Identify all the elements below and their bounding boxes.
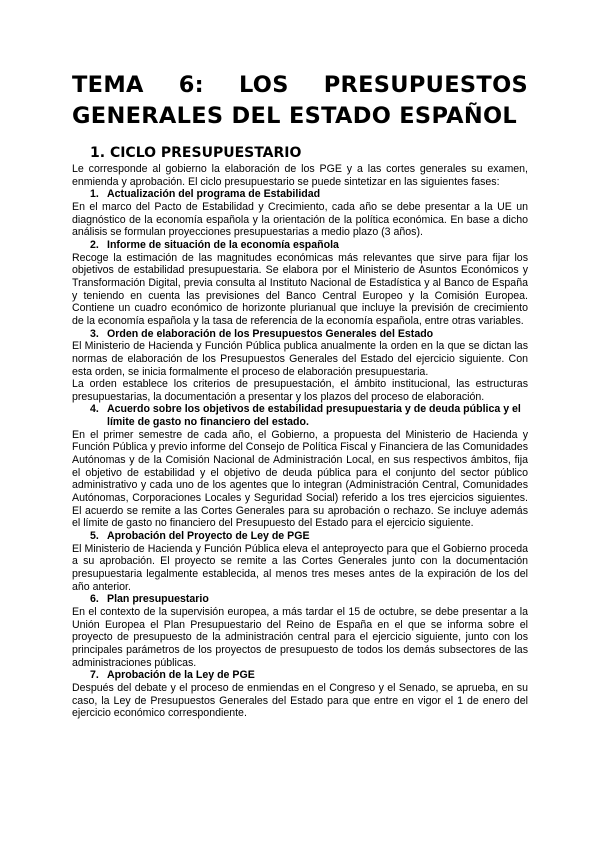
- phase-heading: [72, 328, 528, 341]
- phase-paragraph: La orden establece los criterios de presupuestación, el ámbito institucional, las estructuras presupuestarias, la documentación a presentar y los plazos del proceso de elaboración.: [72, 378, 528, 403]
- document-title: TEMA 6: LOS PRESUPUESTOS GENERALES DEL ESTADO ESPAÑOL: [72, 72, 528, 129]
- phase-heading: [72, 403, 528, 428]
- phase-number: 2.: [90, 238, 99, 251]
- phase-paragraph: En el primer semestre de cada año, el Gobierno, a propuesta del Ministerio de Hacienda y Función Pública y previo informe del Consejo de Política Fiscal y Financiera de las Comunidades Autónomas y de la Comisión Nacional de Administración Local, en sus respectivos ámbitos, fija el objetivo de estabilidad y el objetivo de deuda pública para el conjunto del sector público administrativo y cada uno de los agentes que lo integran (Administración Central, Comunidades Autónomas, Corporaciones Locales y Seguridad Social) referido a los tres ejercicios siguientes. El acuerdo se remite a las Cortes Generales para su aprobación o rechazo. Se incluye además el límite de gasto no financiero del Presupuesto del Estado para el ejercicio siguiente.: [72, 428, 528, 530]
- phase-number: 4.: [90, 403, 99, 416]
- phase-title: Actualización del programa de Estabilidad: [107, 188, 321, 201]
- phase-heading: [72, 188, 528, 201]
- phase-paragraph: El Ministerio de Hacienda y Función Pública publica anualmente la orden en la que se dictan las normas de elaboración de los Presupuestos Generales del Estado del ejercicio siguiente. Con esta orden, se inicia formalmente el proceso de elaboración presupuestaria.: [72, 340, 528, 378]
- phase-title: Plan presupuestario: [107, 593, 209, 606]
- phase-paragraph: El Ministerio de Hacienda y Función Pública eleva el anteproyecto para que el Gobierno proceda a su aprobación. El proyecto se remite a las Cortes Generales junto con la documentación presupuestaria legalmente establecida, al menos tres meses antes de la expiración de los del año anterior.: [72, 542, 528, 593]
- phase-title: Aprobación del Proyecto de Ley de PGE: [107, 530, 310, 543]
- phase-paragraph: En el marco del Pacto de Estabilidad y Crecimiento, cada año se debe presentar a la UE un diagnóstico de la economía española y la orientación de la política económica. En base a dicho análisis se formulan proyecciones presupuestarias a medio plazo (3 años).: [72, 200, 528, 239]
- section-heading: [90, 145, 528, 161]
- phase-number: 5.: [90, 530, 99, 543]
- phase-title: Aprobación de la Ley de PGE: [107, 669, 255, 682]
- phase-heading: [72, 593, 528, 606]
- phase-title: Orden de elaboración de los Presupuestos Generales del Estado: [107, 327, 434, 340]
- phase-heading: [72, 669, 528, 682]
- document-body: [72, 145, 528, 720]
- phase-paragraph: En el contexto de la supervisión europea, a más tardar el 15 de octubre, se debe presentar a la Unión Europea el Plan Presupuestario del Reino de España en el que se informa sobre el proyecto de presupuesto de la administración central para el ejercicio siguiente, junto con los principales parámetros de los proyectos de presupuesto de todos los demás subsectores de las administraciones públicas.: [72, 605, 528, 669]
- section-intro: Le corresponde al gobierno la elaboración de los PGE y a las cortes generales su examen, enmienda y aprobación. El ciclo presupuestario se puede sintetizar en las siguientes fases:: [72, 163, 528, 188]
- phase-paragraph: Recoge la estimación de las magnitudes económicas más relevantes que sirve para fijar los objetivos de estabilidad presupuestaria. Se elabora por el Ministerio de Asuntos Económicos y Transformación Digital, previa consulta al Instituto Nacional de Estadística y al Banco de España y teniendo en cuenta las previsiones del Banco Central Europeo y la Comisión Europea. Contiene un cuadro económico de horizonte plurianual que incluye la previsión de crecimiento de la economía española y la tasa de referencia de la economía española, entre otras variables.: [72, 251, 528, 327]
- phase-title: Informe de situación de la economía española: [107, 238, 339, 251]
- section-title: CICLO PRESUPUESTARIO: [109, 145, 302, 161]
- phase-number: 7.: [90, 669, 99, 682]
- phase-number: 6.: [90, 593, 99, 606]
- phase-title: Acuerdo sobre los objetivos de estabilidad presupuestaria y de deuda pública y el límite de gasto no financiero del estado.: [107, 403, 521, 429]
- phase-heading: [72, 530, 528, 543]
- phase-number: 3.: [90, 327, 99, 340]
- phase-number: 1.: [90, 188, 99, 201]
- phase-heading: [72, 239, 528, 252]
- phase-paragraph: Después del debate y el proceso de enmiendas en el Congreso y el Senado, se aprueba, en su caso, la Ley de Presupuestos Generales del Estado para que entre en vigor el 1 de enero del ejercicio económico correspondiente.: [72, 681, 528, 720]
- section-number: 1.: [90, 145, 106, 161]
